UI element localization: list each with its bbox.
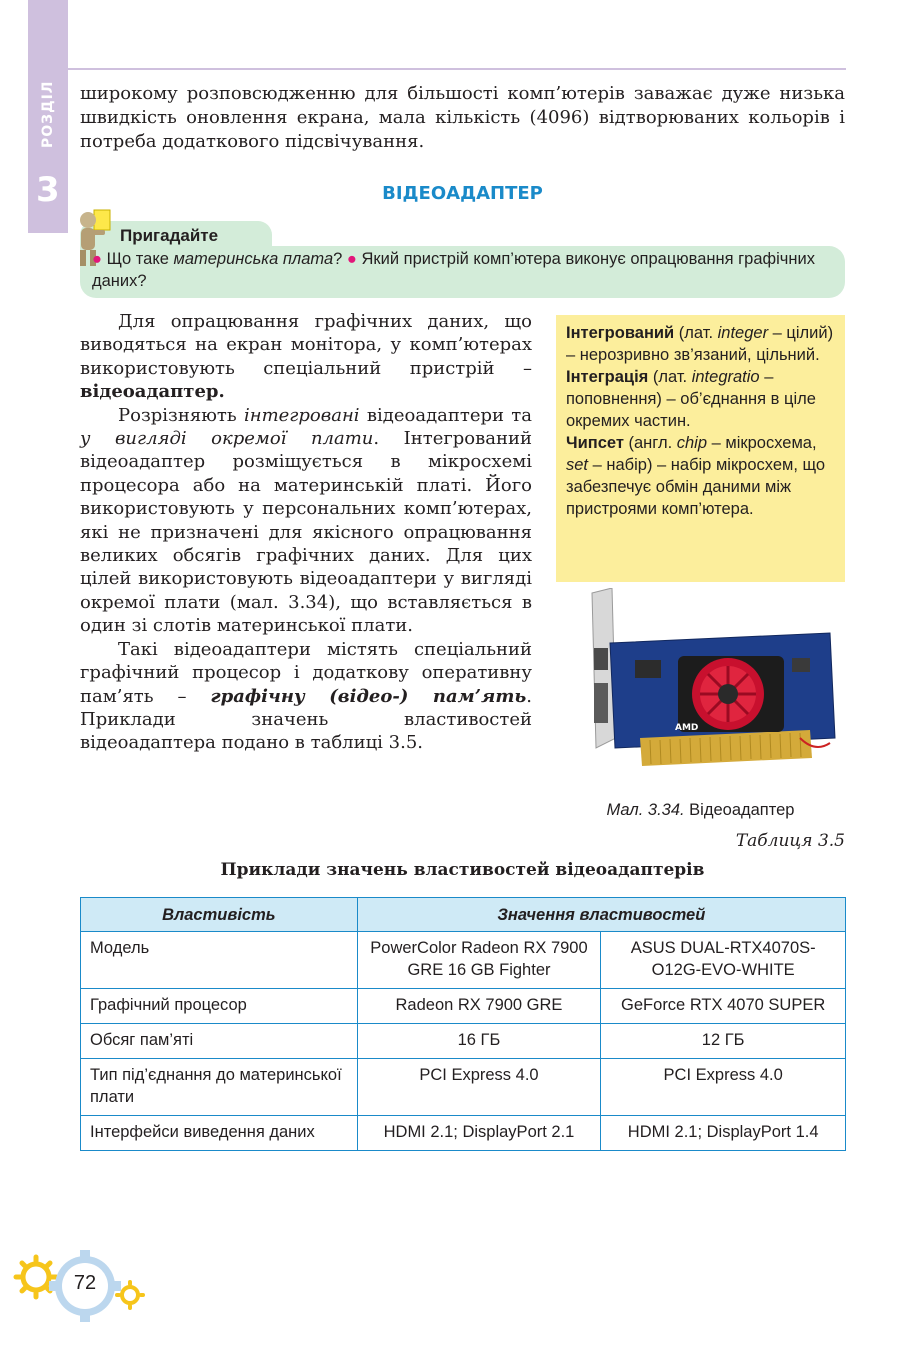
glossary-text: (англ. [623,434,677,452]
bullet-icon: ● [346,250,357,268]
p1-term: відеоадаптер [80,381,219,403]
header-property: Властивість [81,898,358,932]
intro-paragraph: широкому розповсюдженню для більшості комп’ютерів заважає дуже низька швидкість оновлення екрана, мала кількість (4096) відтворюваних кольорів і потреба додаткового підсвічування. [80,83,845,152]
glossary-term: Інтегрований [566,324,675,342]
main-text [80,310,532,755]
glossary-entry-2 [566,366,835,432]
bullet-icon: ● [92,250,102,268]
recall-q1-suffix: ? [333,250,343,268]
table-row [81,989,846,1024]
p3-a: Такі відеоадаптери містять спеціальний графічний процесор і додаткову оперативну пам’ять – [80,638,532,707]
glossary-text: – цілий) – нерозривно зв’язаний, цільний. [566,324,834,364]
paragraph-1 [80,310,532,404]
table-title: Приклади значень властивостей відеоадаптерів [220,860,705,880]
glossary-text: (лат. [648,368,692,386]
p2-b: відеоадаптери та [359,404,532,426]
cell-value: GeForce RTX 4070 SUPER [601,989,846,1024]
paragraph-2 [80,404,532,638]
chapter-number: 3 [36,170,60,210]
recall-questions [92,248,837,292]
recall-title: Пригадайте [120,226,219,245]
video-card-image [560,588,840,783]
p1-text: Для опрацювання графічних даних, що виводяться на екран монітора, у комп’ютерах використовують спеціальний пристрій – [80,311,532,379]
p2-term2: у вигляді окремої плати [80,428,374,450]
page-number: 72 [73,1272,97,1294]
recall-q1-prefix: Що таке [106,250,174,268]
cell-value: 16 ГБ [357,1024,601,1059]
chapter-word: РОЗДІЛ [40,80,56,148]
recall-q2: Який пристрій комп’ютера виконує опрацювання графічних даних? [92,250,815,290]
glossary-text: – мікросхема, [707,434,817,452]
table-row [81,1116,846,1151]
cell-property: Обсяг пам’яті [81,1024,358,1059]
cell-value: PowerColor Radeon RX 7900 GRE 16 GB Fighter [357,932,601,989]
table-row [81,932,846,989]
p3-term: графічну (відео-) пам’ять [210,685,527,707]
cell-property: Тип під’єднання до материнської плати [81,1059,358,1116]
table-label: Таблиця 3.5 [735,831,845,851]
recall-q1-term: материнська плата [173,250,334,268]
header-values: Значення властивостей [357,898,845,932]
glossary-entry-3 [566,432,835,520]
paragraph-3 [80,638,532,755]
cell-property: Модель [81,932,358,989]
cell-value: HDMI 2.1; DisplayPort 2.1 [357,1116,601,1151]
header-rule [68,68,846,70]
glossary-text: (лат. [674,324,718,342]
glossary-word: set [566,456,589,474]
glossary-term: Чипсет [566,434,624,452]
cell-property: Інтерфейси виведення даних [81,1116,358,1151]
properties-table [80,897,846,1151]
p2-c: . Інтегрований відеоадаптер розміщується в мікросхемі процесора або на материнській платі. Його використовують у персональних комп’ютерах, які не призначені для якісного опрацювання великих обсягів графічних даних. Для цих цілей використовують відеоадаптери у вигляді окремої плати (мал. 3.34), що вставляється в один зі слотів материнської плати. [80,428,532,637]
table-header-row [81,898,846,932]
p2-term1: інтегровані [243,404,360,426]
section-title: ВІДЕОАДАПТЕР [382,183,543,204]
cell-property: Графічний процесор [81,989,358,1024]
caption-text: Відеоадаптер [684,801,795,819]
p3-b: . Приклади значень властивостей відеоадаптера подано в таблиці 3.5. [80,685,532,754]
glossary-word: chip [676,434,708,452]
glossary-term: Інтеграція [566,368,649,386]
glossary-text: – набір) – набір мікросхем, що забезпечує обмін даними між пристроями комп’ютера. [566,456,826,518]
glossary-entry-1 [566,322,835,366]
glossary-text: – поповнення) – об’єднання в ціле окремих частин. [566,368,816,430]
caption-label: Мал. 3.34. [606,801,685,819]
cell-value: HDMI 2.1; DisplayPort 1.4 [601,1116,846,1151]
table-row [81,1059,846,1116]
cell-value: ASUS DUAL-RTX4070S-O12G-EVO-WHITE [601,932,846,989]
table-row [81,1024,846,1059]
glossary-box [556,315,845,582]
card-brand: AMD [675,723,699,733]
glossary-word: integer [717,324,769,342]
p1-end: . [218,381,225,403]
cell-value: PCI Express 4.0 [601,1059,846,1116]
cell-value: Radeon RX 7900 GRE [357,989,601,1024]
figure-caption [556,801,845,820]
cell-value: 12 ГБ [601,1024,846,1059]
cell-value: PCI Express 4.0 [357,1059,601,1116]
glossary-word: integratio [691,368,760,386]
p2-a: Розрізняють [118,404,244,426]
